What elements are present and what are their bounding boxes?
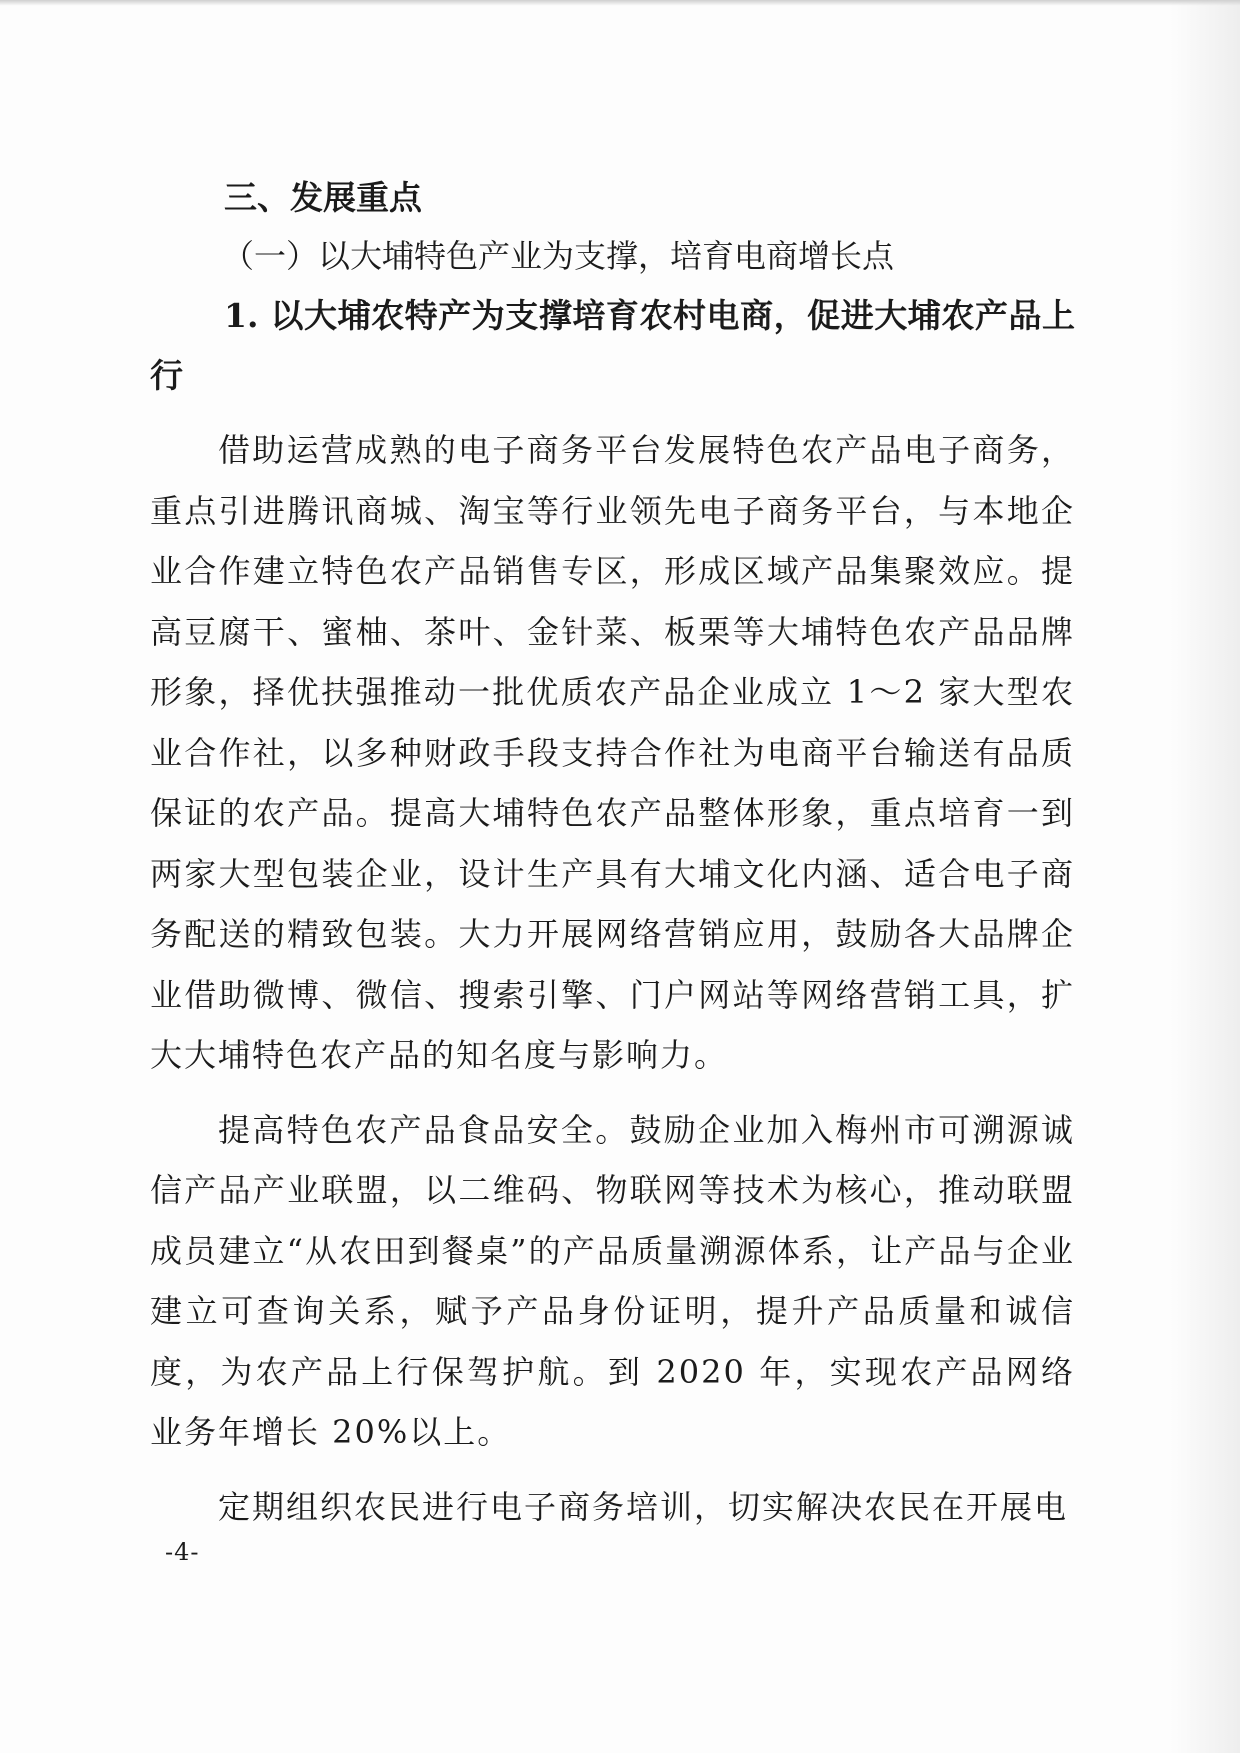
sub-heading: （一）以大埔特色产业为支撑，培育电商增长点 [222, 237, 895, 275]
scan-top-edge [0, 0, 1240, 6]
paragraph-training: 定期组织农民进行电子商务培训，切实解决农民在开展电 [218, 1487, 1069, 1526]
document-body [150, 170, 1075, 1537]
scan-right-shadow [1170, 0, 1240, 1753]
page-number: -4- [165, 1538, 200, 1566]
paragraph-platforms: 借助运营成熟的电子商务平台发展特色农产品电子商务，重点引进腾讯商城、淘宝等行业领先电子商务平台，与本地企业合作建立特色农产品销售专区，形成区域产品集聚效应。提高豆腐干、蜜柚、茶叶、金针菜、板栗等大埔特色农产品品牌形象，择优扶强推动一批优质农产品企业成立 1～2 家大型农业合作社，以多种财政手段支持合作社为电商平台输送有品质保证的农产品。提高大埔特色农产品整体形象，重点培育一到两家大型包装企业，设计生产具有大埔文化内涵、适合电子商务配送的精致包装。大力开展网络营销应用，鼓励各大品牌企业借助微博、微信、搜索引擎、门户网站等网络营销工具，扩大大埔特色农产品的知名度与影响力。 [150, 431, 1075, 1074]
item-heading: 1. 以大埔农特产为支撑培育农村电商，促进大埔农产品上行 [150, 296, 1075, 395]
section-heading: 三、发展重点 [224, 178, 422, 217]
paragraph-food-safety: 提高特色农产品食品安全。鼓励企业加入梅州市可溯源诚信产品产业联盟，以二维码、物联网等技术为核心，推动联盟成员建立“从农田到餐桌”的产品质量溯源体系，让产品与企业建立可查询关系，赋予产品身份证明，提升产品质量和诚信度，为农产品上行保驾护航。到 2020 年，实现农产品网络业务年增长 20%以上。 [150, 1110, 1075, 1451]
